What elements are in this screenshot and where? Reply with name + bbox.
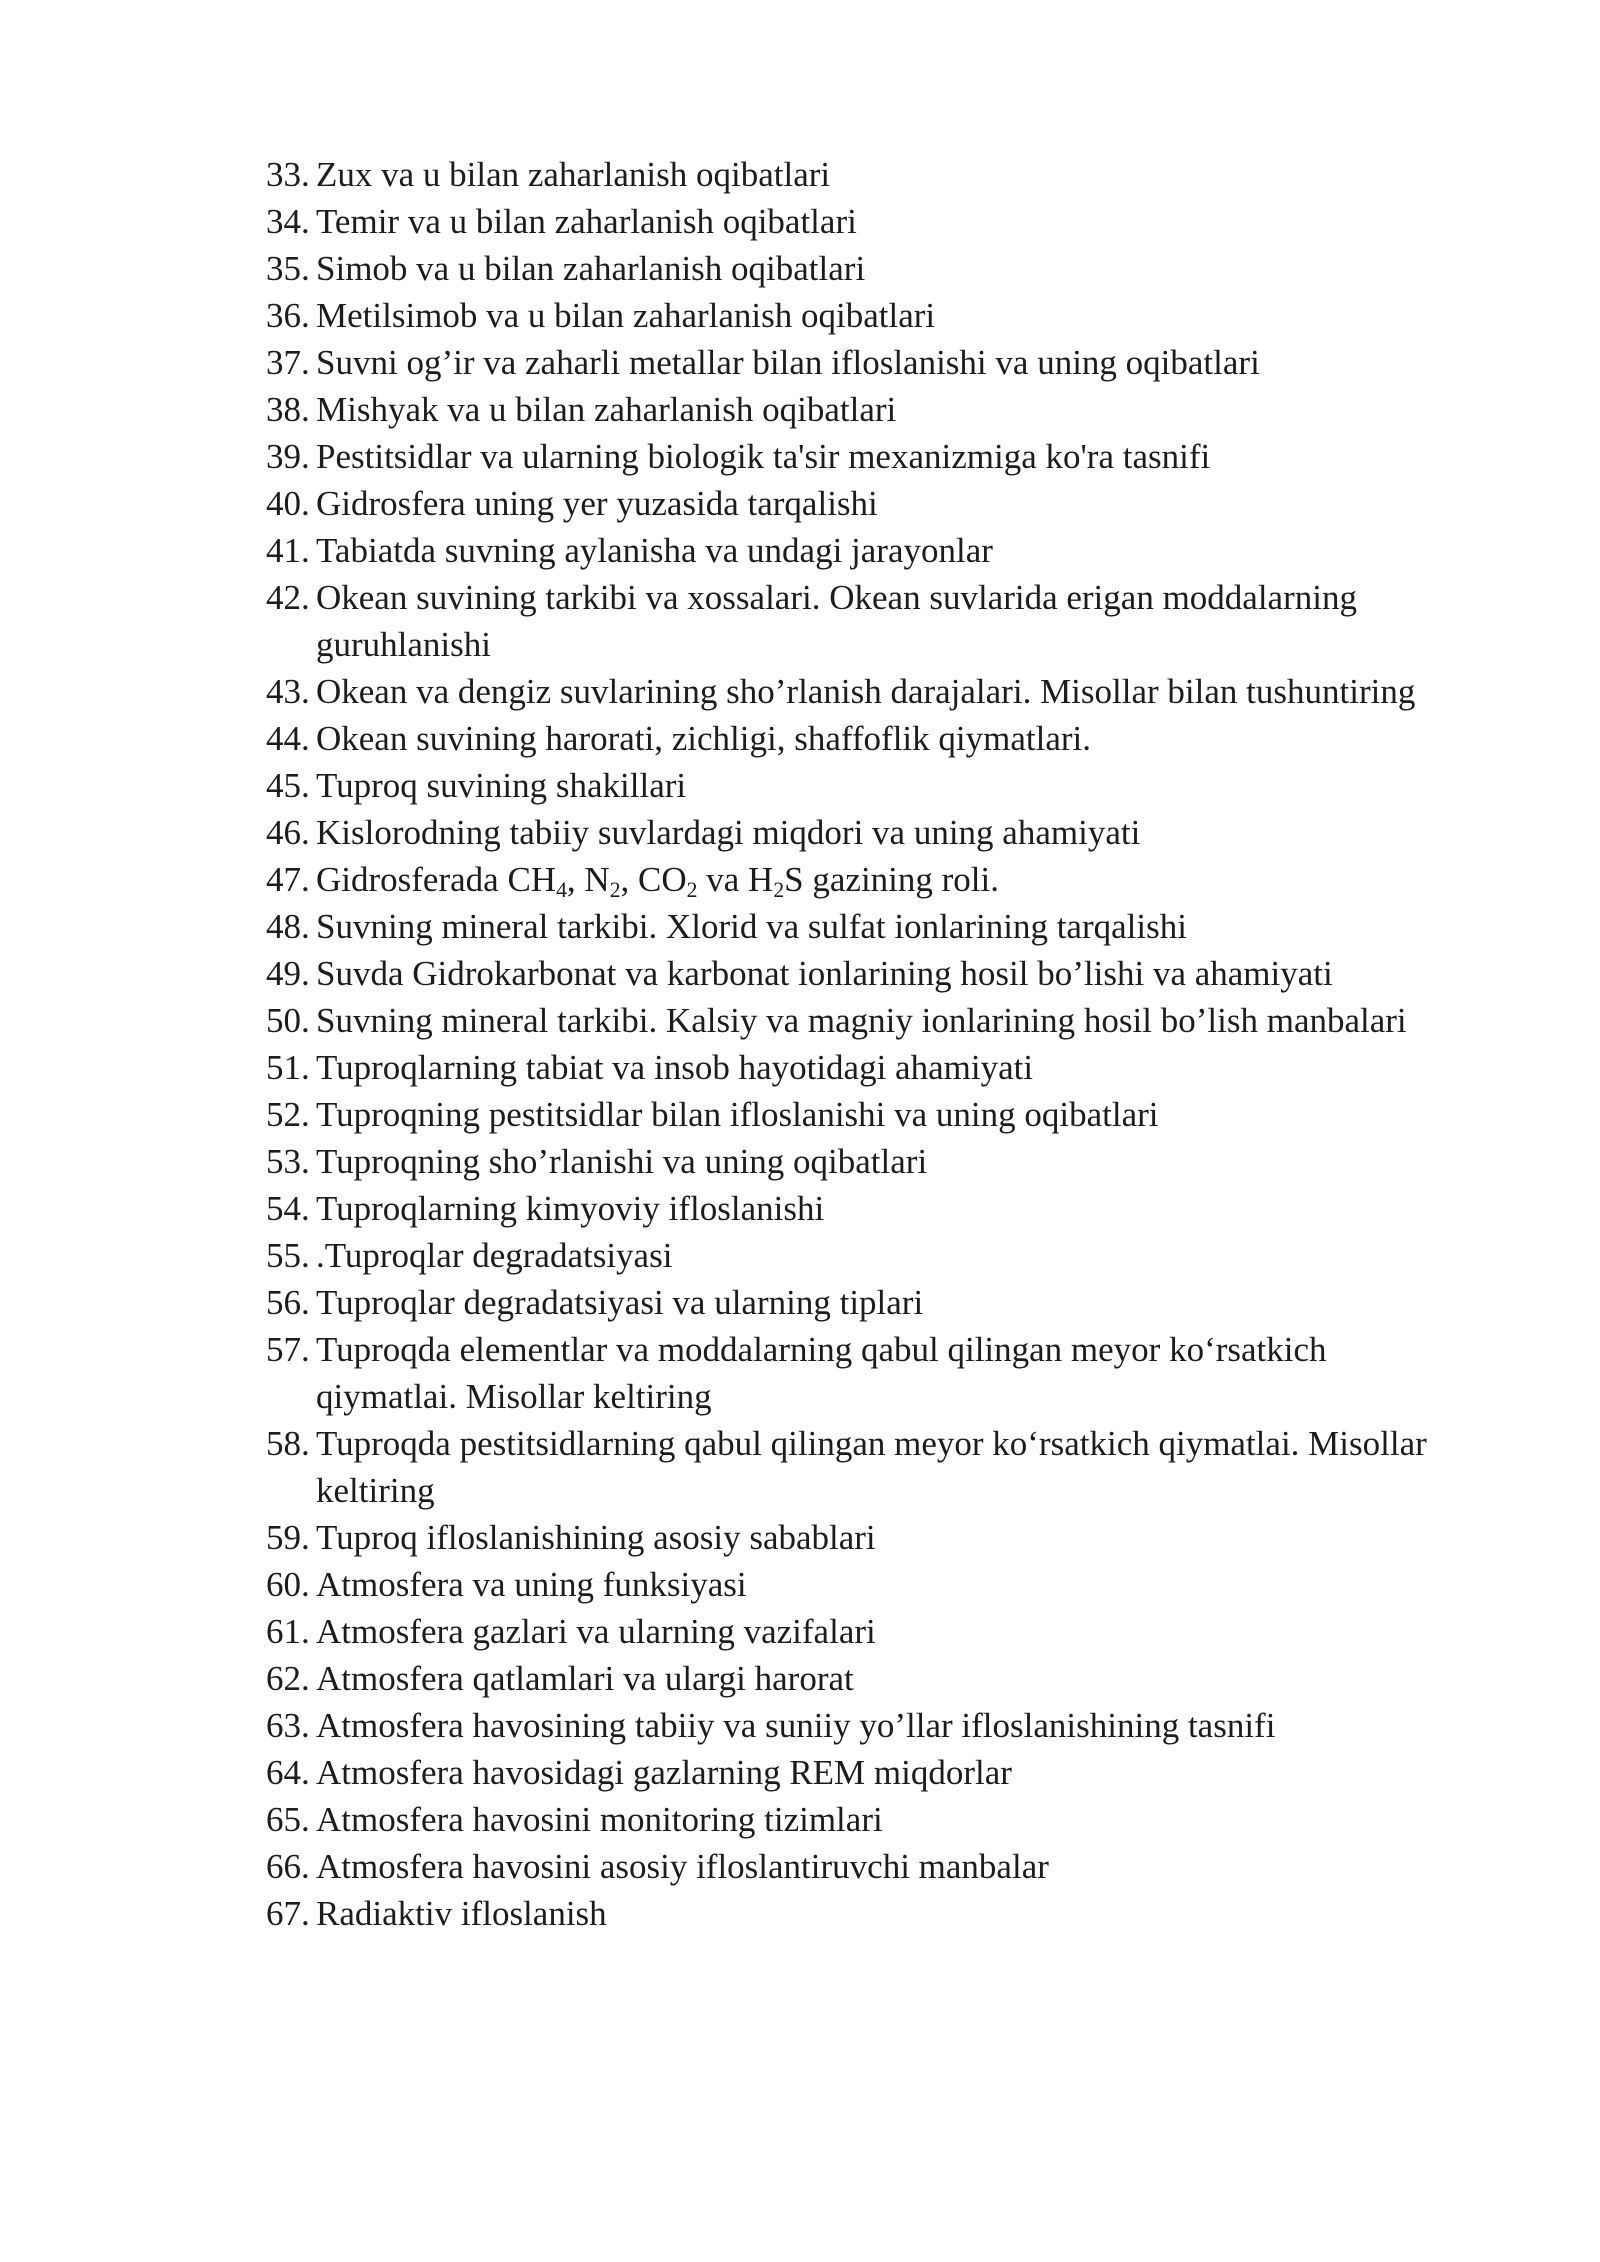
question-number: 42. [266,578,310,617]
question-text: Pestitsidlar va ularning biologik ta'sir mexanizmiga ko'ra tasnifi [316,437,1211,476]
question-item [266,1843,1476,1890]
question-number: 41. [266,531,310,570]
question-number: 51. [266,1048,310,1087]
question-number: 60. [266,1565,310,1604]
question-item [266,527,1476,574]
question-text: Kislorodning tabiiy suvlardagi miqdori va uning ahamiyati [316,813,1141,852]
question-item [266,1279,1476,1326]
question-text: Gidrosfera uning yer yuzasida tarqalishi [316,484,878,523]
question-number: 52. [266,1095,310,1134]
question-text: Tuproqlarning tabiat va insob hayotidagi ahamiyati [316,1048,1034,1087]
question-item [266,151,1476,198]
question-item [266,1796,1476,1843]
question-text: Atmosfera havosini asosiy ifloslantiruvchi manbalar [316,1847,1049,1886]
question-text: Okean va dengiz suvlarining sho’rlanish darajalari. Misollar bilan tushuntiring [316,672,1416,711]
question-number: 62. [266,1659,310,1698]
question-text: Suvning mineral tarkibi. Xlorid va sulfat ionlarining tarqalishi [316,907,1187,946]
question-number: 33. [266,155,310,194]
question-item [266,1702,1476,1749]
question-item [266,198,1476,245]
question-text: Suvni og’ir va zaharli metallar bilan ifloslanishi va uning oqibatlari [316,343,1260,382]
question-item [266,903,1476,950]
question-text: Tuproq ifloslanishining asosiy sabablari [316,1518,876,1557]
question-text-fragment: S gazining roli. [784,860,999,899]
question-text: Tuproqda elementlar va moddalarning qabul qilingan meyor ko‘rsatkich qiymatlai. Misollar keltiring [316,1330,1327,1416]
question-item [266,762,1476,809]
question-text: Atmosfera havosidagi gazlarning REM miqdorlar [316,1753,1012,1792]
question-text: Tuproqning pestitsidlar bilan ifloslanishi va uning oqibatlari [316,1095,1159,1134]
question-number: 36. [266,296,310,335]
question-item [266,668,1476,715]
question-number: 45. [266,766,310,805]
question-number: 37. [266,343,310,382]
question-item [266,339,1476,386]
question-text: Atmosfera havosining tabiiy va suniiy yo’llar ifloslanishining tasnifi [316,1706,1276,1745]
question-number: 56. [266,1283,310,1322]
question-item [266,292,1476,339]
question-text: Tuproqlar degradatsiyasi va ularning tiplari [316,1283,924,1322]
question-item [266,1044,1476,1091]
question-text: Atmosfera gazlari va ularning vazifalari [316,1612,876,1651]
question-item [266,1561,1476,1608]
subscript-digit: 2 [773,878,785,903]
question-item [266,1232,1476,1279]
question-text: Tuproqda pestitsidlarning qabul qilingan meyor ko‘rsatkich qiymatlai. Misollar keltiring [316,1424,1427,1510]
question-item [266,1890,1476,1937]
question-item [266,1514,1476,1561]
question-item [266,856,1476,903]
question-item [266,245,1476,292]
question-text: Temir va u bilan zaharlanish oqibatlari [316,202,857,241]
question-item [266,1655,1476,1702]
question-text: Simob va u bilan zaharlanish oqibatlari [316,249,866,288]
question-text-fragment: , N [566,860,610,899]
question-text: .Tuproqlar degradatsiyasi [316,1236,673,1275]
question-number: 64. [266,1753,310,1792]
question-number: 38. [266,390,310,429]
question-text: Tabiatda suvning aylanisha va undagi jarayonlar [316,531,993,570]
question-text [316,856,1476,903]
question-text: Zux va u bilan zaharlanish oqibatlari [316,155,831,194]
question-item [266,574,1476,668]
question-number: 57. [266,1330,310,1369]
question-item [266,715,1476,762]
question-number: 46. [266,813,310,852]
question-item [266,997,1476,1044]
question-text: Radiaktiv ifloslanish [316,1894,607,1933]
question-text-fragment: , CO [620,860,687,899]
question-number: 44. [266,719,310,758]
question-text-fragment: va H [697,860,774,899]
question-text: Okean suvining harorati, zichligi, shaffoflik qiymatlari. [316,719,1091,758]
question-number: 54. [266,1189,310,1228]
question-number: 34. [266,202,310,241]
question-text: Atmosfera havosini monitoring tizimlari [316,1800,883,1839]
question-number: 58. [266,1424,310,1463]
question-item [266,950,1476,997]
subscript-digit: 2 [686,878,698,903]
question-text: Tuproqning sho’rlanishi va uning oqibatlari [316,1142,928,1181]
question-item [266,1091,1476,1138]
question-number: 39. [266,437,310,476]
question-text: Okean suvining tarkibi va xossalari. Okean suvlarida erigan moddalarning guruhlanishi [316,578,1357,664]
question-number: 61. [266,1612,310,1651]
question-number: 59. [266,1518,310,1557]
question-item [266,809,1476,856]
question-text: Metilsimob va u bilan zaharlanish oqibatlari [316,296,936,335]
question-item [266,1138,1476,1185]
question-number: 49. [266,954,310,993]
question-text: Mishyak va u bilan zaharlanish oqibatlari [316,390,897,429]
question-number: 65. [266,1800,310,1839]
question-item [266,1185,1476,1232]
subscript-digit: 4 [556,878,567,903]
question-number: 67. [266,1894,310,1933]
question-item [266,1749,1476,1796]
question-number: 55. [266,1236,310,1275]
question-text: Atmosfera va uning funksiyasi [316,1565,747,1604]
question-item [266,1326,1476,1420]
question-item [266,1608,1476,1655]
question-number: 35. [266,249,310,288]
question-item [266,386,1476,433]
subscript-digit: 2 [609,878,621,903]
question-text: Tuproqlarning kimyoviy ifloslanishi [316,1189,825,1228]
question-number: 53. [266,1142,310,1181]
question-item [266,480,1476,527]
question-number: 50. [266,1001,310,1040]
question-text: Suvning mineral tarkibi. Kalsiy va magniy ionlarining hosil bo’lish manbalari [316,1001,1407,1040]
question-item [266,1420,1476,1514]
question-number: 40. [266,484,310,523]
question-number: 66. [266,1847,310,1886]
question-text: Suvda Gidrokarbonat va karbonat ionlarining hosil bo’lishi va ahamiyati [316,954,1333,993]
question-item [266,433,1476,480]
question-text: Tuproq suvining shakillari [316,766,687,805]
question-number: 43. [266,672,310,711]
question-text-fragment: Gidrosferada CH [316,860,557,899]
question-number: 63. [266,1706,310,1745]
question-number: 47. [266,860,310,899]
question-text: Atmosfera qatlamlari va ulargi harorat [316,1659,854,1698]
question-number: 48. [266,907,310,946]
question-list [266,151,1476,1937]
